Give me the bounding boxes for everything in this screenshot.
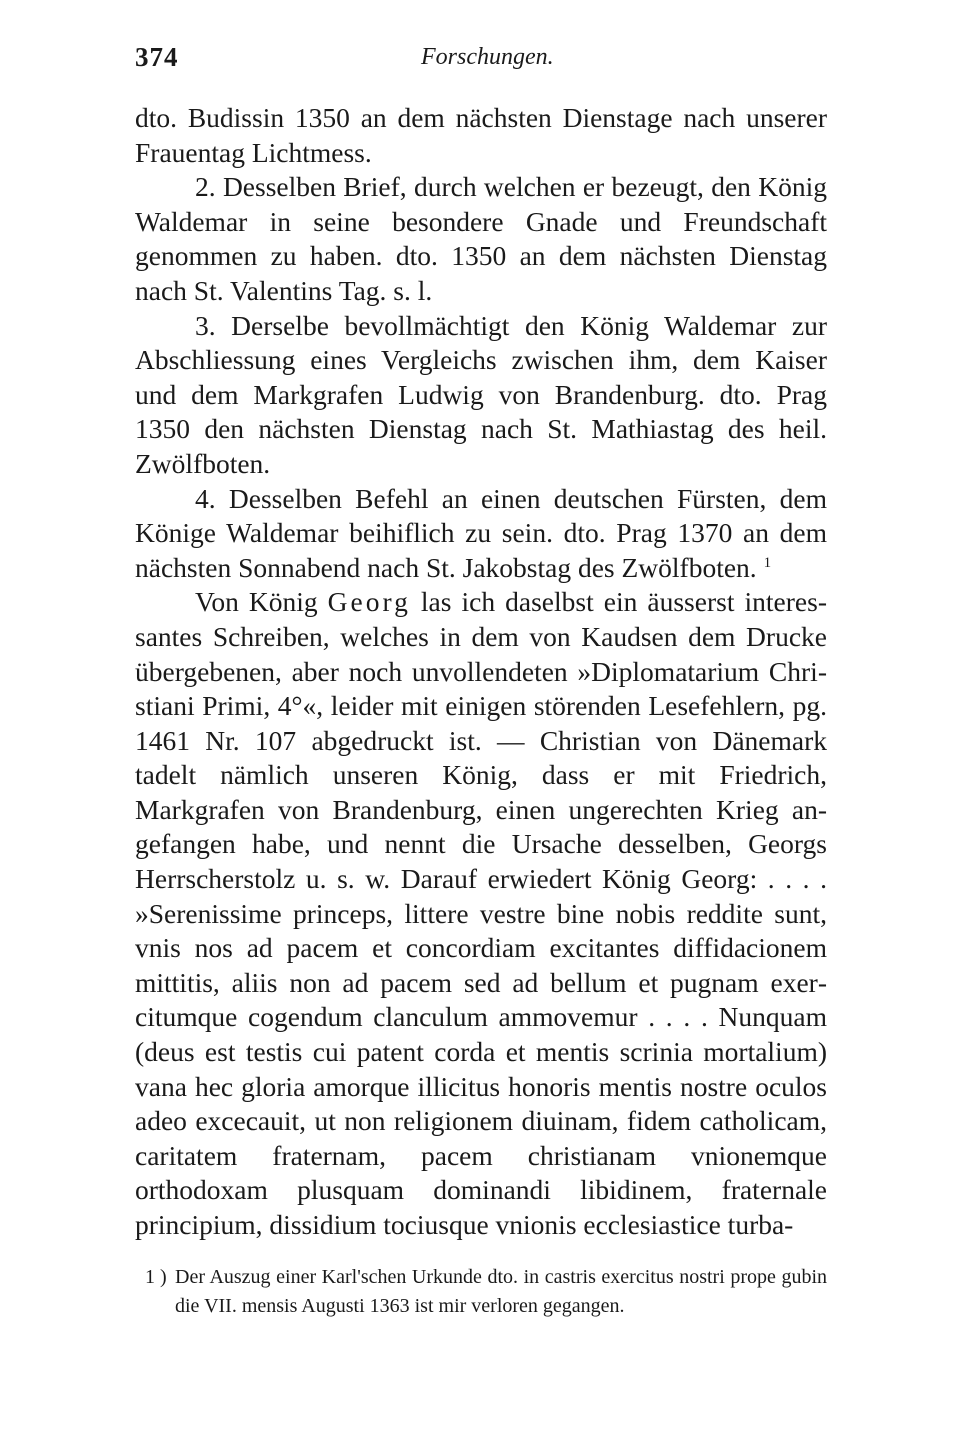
running-title: Forschungen. <box>421 44 554 70</box>
georg-name-spaced: Georg <box>327 586 411 618</box>
paragraph-item-4 <box>135 482 827 586</box>
paragraph-item-2: 2. Desselben Brief, durch welchen er bezeugt, den König Waldemar in seine besondere Gnade und Freundschaft genommen zu haben. dto. 1350 an dem nächsten Dienstag nach St. Valentins Tag. s. l. <box>135 171 827 306</box>
footnote-text: Der Auszug einer Karl'schen Urkunde dto. in castris exercitus nostri prope gubin die VII. mensis Augusti 1363 ist mir verloren gegangen. <box>175 1265 827 1317</box>
paragraph-item-4-text: 4. Desselben Befehl an einen deutschen Fürsten, dem Könige Waldemar beihiflich zu sein. dto. Prag 1370 an dem nächsten Sonnabend nach St. Jakobstag des Zwölfboten. <box>135 482 827 583</box>
page-number: 374 <box>135 42 179 72</box>
footnote-reference: 1 <box>763 554 772 571</box>
footnote-marker: 1 ) <box>145 1265 167 1288</box>
page <box>135 40 827 1321</box>
georg-text-after: las ich daselbst ein äusserst interessantes Schreiben, welches in dem von Kaudsen dem Drucke übergebenen, aber noch unvollendeten »Diplomatarium Christiani Primi, 4°«, leider mit einigen störenden Lesefehlern, pg. 1461 Nr. 107 abgedruckt ist. — Christian von Dänemark tadelt nämlich unseren König, dass er mit Friedrich, Markgrafen von Brandenburg, einen ungerechten Krieg angefangen habe, und nennt die Ursache desselben, Georgs Herrscherstolz u. s. w. Darauf erwiedert König Georg: . . . . »Serenissime princeps, littere vestre bine nobis reddite sunt, vnis nos ad pacem et concordiam excitantes diffidacionem mittitis, aliis non ad pacem sed ad bellum et pugnam exercitumque cogendum clanculum ammovemur . . . . Nunquam (deus est testis cui patent corda et mentis scrinia mortalium) vana hec gloria amorque illicitus honoris mentis nostre oculos adeo excecauit, ut non religionem diuinam, fidem catholicam, caritatem fraternam, pacem christianam vnionemque orthodoxam plusquam dominandi libidinem, fraternale principium, dissidium tociusque vnionis ecclesiastice turba- <box>135 586 827 1240</box>
paragraph-georg <box>135 585 827 1242</box>
paragraph-item-3: 3. Derselbe bevollmächtigt den König Waldemar zur Abschliessung eines Vergleichs zwischen ihm, dem Kaiser und dem Markgrafen Ludwig von Brandenburg. dto. Prag 1350 den nächsten Dienstag nach St. Mathiastag des heil. Zwölfboten. <box>135 309 827 479</box>
body-text <box>135 101 827 1243</box>
footnote-1 <box>135 1263 827 1321</box>
paragraph-budissin: dto. Budissin 1350 an dem nächsten Dienstage nach unserer Frauentag Lichtmess. <box>135 102 827 168</box>
running-head <box>135 40 827 84</box>
georg-text-before: Von König <box>195 586 328 618</box>
footnotes <box>135 1263 827 1321</box>
